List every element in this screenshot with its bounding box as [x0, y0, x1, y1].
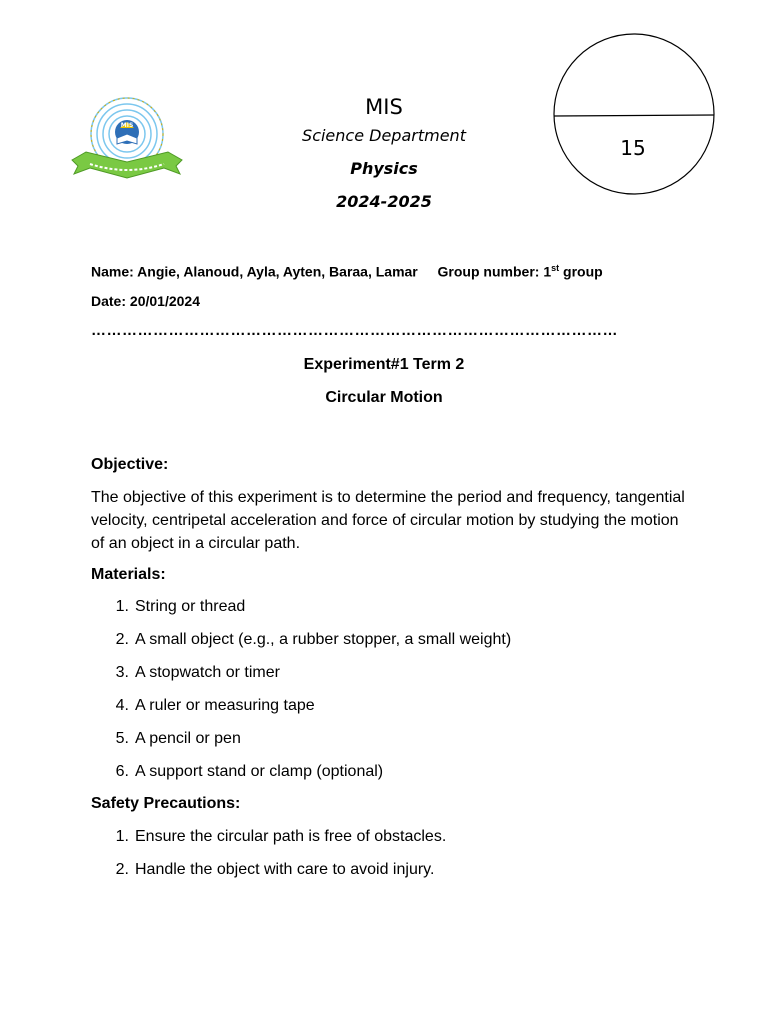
list-item-text: A pencil or pen: [135, 730, 241, 747]
list-item-text: String or thread: [135, 598, 246, 615]
list-item: [91, 730, 511, 763]
dotted-divider: …………………………………………………………………………………………: [91, 322, 618, 339]
list-item: [91, 828, 446, 861]
student-names: Angie, Alanoud, Ayla, Ayten, Baraa, Lamar: [137, 263, 418, 280]
materials-list: [91, 598, 511, 796]
objective-heading: Objective:: [91, 456, 169, 473]
list-item-number: 2.: [115, 631, 129, 648]
materials-heading: Materials:: [91, 566, 166, 583]
name-label: Name:: [91, 263, 134, 280]
list-item-text: A ruler or measuring tape: [135, 697, 315, 714]
list-item-number: 1.: [115, 598, 129, 615]
list-item: [91, 598, 511, 631]
list-item: [91, 664, 511, 697]
group-suffix: st: [551, 263, 560, 273]
department-name: Science Department: [302, 126, 466, 145]
subject-name: Physics: [350, 159, 418, 178]
list-item-number: 3.: [115, 664, 129, 681]
list-item: [91, 697, 511, 730]
list-item-text: A stopwatch or timer: [135, 664, 280, 681]
list-item-number: 2.: [115, 861, 129, 878]
date-value: 20/01/2024: [129, 293, 200, 309]
date-label: Date:: [91, 293, 127, 309]
safety-heading: Safety Precautions:: [91, 795, 241, 812]
list-item-text: Handle the object with care to avoid injury.: [135, 861, 435, 878]
school-name: MIS: [365, 95, 403, 119]
list-item-text: A small object (e.g., a rubber stopper, a small weight): [135, 631, 512, 648]
safety-list: [91, 828, 446, 894]
list-item: [91, 763, 511, 796]
experiment-title: Experiment#1 Term 2: [303, 356, 465, 373]
list-item-number: 6.: [115, 763, 129, 780]
list-item-number: 5.: [115, 730, 129, 747]
list-item-number: 1.: [115, 828, 129, 845]
group-number: 1: [543, 263, 552, 280]
group-label: Group number:: [437, 263, 540, 280]
academic-year: 2024-2025: [336, 192, 432, 211]
logo-lettering: MIS: [120, 122, 134, 129]
list-item-text: A support stand or clamp (optional): [135, 763, 384, 780]
grade-circle: [553, 33, 715, 195]
list-item: [91, 631, 511, 664]
name-line: [91, 263, 603, 280]
experiment-subtitle: Circular Motion: [325, 389, 443, 406]
list-item-number: 4.: [115, 697, 129, 714]
group-word: group: [563, 263, 603, 280]
date-line: [91, 293, 200, 309]
objective-text: The objective of this experiment is to determine the period and frequency, tangential velocity, centripetal acceleration and force of circular motion by studying the motion of an object in a circular path.: [91, 489, 685, 552]
grade-score: 15: [620, 136, 646, 160]
list-item: [91, 861, 446, 894]
list-item-text: Ensure the circular path is free of obstacles.: [135, 828, 447, 845]
